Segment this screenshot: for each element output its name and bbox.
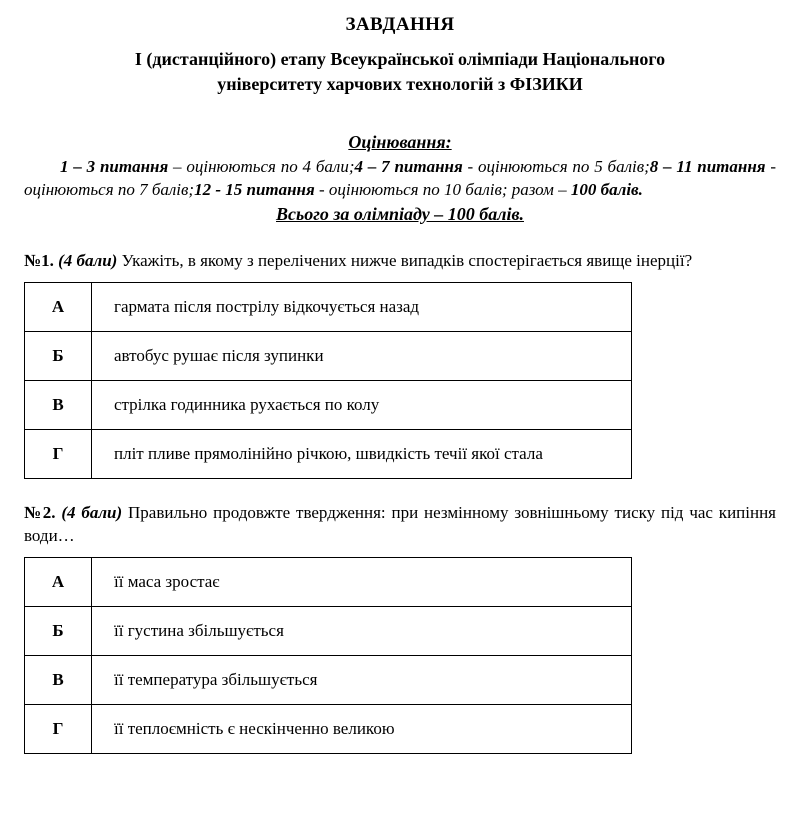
question-1	[24, 249, 776, 272]
grading-rule-2-text: - оцінюються по 5 балів;	[462, 157, 650, 177]
question-1-text: Укажіть, в якому з перелічених нижче випадків спостерігається явище інерції?	[117, 250, 693, 270]
option-text: автобус рушає після зупинки	[92, 331, 632, 380]
grading-rule-2-range: 4 – 7 питання	[354, 157, 463, 177]
option-text: її маса зростає	[92, 558, 632, 607]
option-text: стрілка годинника рухається по колу	[92, 380, 632, 429]
table-row[interactable]	[25, 705, 632, 754]
table-row[interactable]	[25, 607, 632, 656]
option-text: гармата після пострілу відкочується назад	[92, 282, 632, 331]
grading-rule-4-total: 100 балів.	[570, 180, 643, 200]
option-letter: Б	[25, 331, 92, 380]
page-subtitle-line-2: університету харчових технологій з ФІЗИКИ	[217, 73, 583, 94]
option-text: пліт пливе прямолінійно річкою, швидкість течії якої стала	[92, 429, 632, 478]
page-subtitle-line-1: І (дистанційного) етапу Всеукраїнської олімпіади Національного	[134, 49, 666, 70]
grading-rule-1-text: – оцінюються по 4 бали;	[168, 157, 355, 177]
option-letter: Б	[25, 607, 92, 656]
table-row[interactable]	[25, 282, 632, 331]
option-letter: А	[25, 282, 92, 331]
table-row[interactable]	[25, 380, 632, 429]
option-letter: А	[25, 558, 92, 607]
grading-rule-3-text: - оцінюються по 7 балів;	[24, 157, 777, 200]
option-letter: В	[25, 656, 92, 705]
option-letter: В	[25, 380, 92, 429]
question-1-points: (4 бали)	[58, 250, 118, 270]
page-subtitle	[60, 47, 740, 97]
question-2-text: Правильно продовжте твердження: при незмінному зовнішньому тиску під час кипіння води…	[24, 502, 777, 545]
option-text: її температура збільшується	[92, 656, 632, 705]
question-2-options-table	[24, 557, 632, 754]
table-row[interactable]	[25, 558, 632, 607]
option-letter: Г	[25, 429, 92, 478]
option-text: її густина збільшується	[92, 607, 632, 656]
grading-rule-4-text: - оцінюються по 10 балів; разом –	[314, 180, 571, 200]
grading-rule-3-range: 8 – 11 питання	[649, 157, 766, 177]
spacer	[24, 97, 776, 131]
question-2-number: №2.	[24, 502, 56, 522]
question-1-options-table	[24, 282, 632, 479]
table-row[interactable]	[25, 331, 632, 380]
table-row[interactable]	[25, 429, 632, 478]
option-letter: Г	[25, 705, 92, 754]
grading-rule-1-range: 1 – 3 питання	[60, 157, 169, 177]
page-title: ЗАВДАННЯ	[345, 14, 455, 35]
grading-rules	[24, 156, 776, 202]
question-2	[24, 501, 776, 547]
question-2-points: (4 бали)	[61, 502, 123, 522]
grading-total: Всього за олімпіаду – 100 балів.	[276, 204, 524, 225]
option-text: її теплоємність є нескінченно великою	[92, 705, 632, 754]
grading-rule-4-range: 12 - 15 питання	[194, 180, 315, 200]
table-row[interactable]	[25, 656, 632, 705]
grading-heading: Оцінювання:	[348, 131, 452, 152]
question-1-number: №1.	[24, 250, 54, 270]
